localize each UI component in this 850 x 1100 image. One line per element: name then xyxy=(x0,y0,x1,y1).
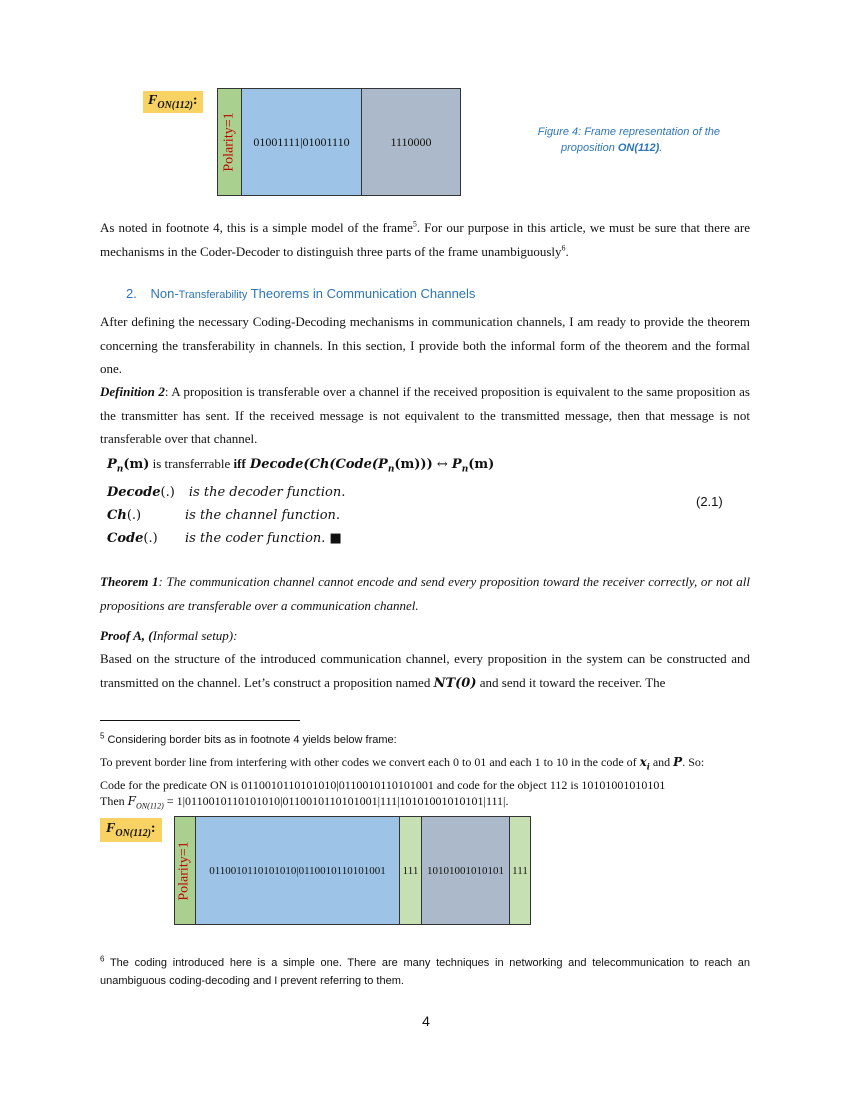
formula-body-end: (m))) xyxy=(394,457,433,472)
caption-line-2 xyxy=(498,140,734,156)
paragraph-proof xyxy=(100,647,750,695)
predicate-code-text: 01001111|01001110 xyxy=(253,134,350,149)
formula-rhs-sub: n xyxy=(461,464,469,475)
border-bits-text-1: 111 xyxy=(402,864,419,877)
def-code-fn: Code xyxy=(107,531,144,546)
page-number: 4 xyxy=(422,1013,430,1029)
predicate-code-cell xyxy=(241,88,362,196)
frame-label-colon: : xyxy=(192,93,198,108)
formula-lhs-sub: n xyxy=(116,464,124,475)
caption-line-2-b: ON(112) xyxy=(617,142,660,154)
footnote-5-line-3: Code for the predicate ON is 0110010110101010|0110010110101001 and code for the object 112 is 10101001010101 xyxy=(100,778,666,792)
footnote-6-text: The coding introduced here is a simple one. There are many techniques in networking and telecommunication to reach an unambiguous coding-decoding and I prevent referring to them. xyxy=(100,957,750,987)
fn5-line4-b: = 1|0110010110101010|0110010110101001|111|10101001010101|111|. xyxy=(163,794,509,808)
figure-caption xyxy=(498,124,734,156)
section-title-b: Transferability xyxy=(178,289,248,301)
def-decode-arg: (.) xyxy=(160,485,175,500)
predicate-code-cell-2 xyxy=(195,816,400,925)
object-code-text-2: 10101001010101 xyxy=(427,864,504,877)
caption-line-1: Figure 4: Frame representation of the xyxy=(537,126,720,138)
equation-number: (2.1) xyxy=(696,494,723,509)
fn5-line2-p: P xyxy=(673,755,683,769)
polarity-cell-2 xyxy=(174,816,196,925)
fn5-line2-xsub: i xyxy=(646,761,650,772)
caption-line-2-c: . xyxy=(659,142,663,154)
section-title-a: Non- xyxy=(150,286,179,301)
theorem-text: : The communication channel cannot encode and send every proposition toward the receiver correctly, or not all propositions are transferable over a communication channel. xyxy=(100,574,750,613)
formula-rhs-arg: (m) xyxy=(468,457,495,472)
frame-label-f: F xyxy=(148,93,158,108)
formula-def-ch xyxy=(107,508,141,523)
footnote-separator xyxy=(100,720,300,721)
footnote-ref-5[interactable]: 5 xyxy=(412,219,417,229)
fn5-line4-a: Then xyxy=(100,794,128,808)
fn5-line2-a: To prevent border line from interfering with other codes we convert each 0 to 01 and each 1 to 10 in the code of xyxy=(100,755,640,769)
formula-def-ch-desc xyxy=(185,508,340,523)
theorem-1 xyxy=(100,570,750,617)
object-code-cell xyxy=(361,88,461,196)
caption-line-2-a: proposition xyxy=(561,142,618,154)
para1-text-b: . For our purpose in this article, we must be sure that there are mechanisms in the Coder-Decoder to distinguish three parts of the frame unambiguously xyxy=(100,220,750,259)
proof-label-b: Informal setup): xyxy=(152,628,238,643)
def-ch-arg: (.) xyxy=(126,508,142,523)
proof-heading xyxy=(100,624,750,648)
def-ch-desc: is the channel function. xyxy=(185,508,341,523)
frame2-label-sub: ON(112) xyxy=(115,827,151,839)
definition-label: Definition 2 xyxy=(100,384,165,399)
def-ch-fn: Ch xyxy=(107,508,127,523)
fn5-line2-x: x xyxy=(639,755,647,769)
frame2-label-f: F xyxy=(106,821,116,836)
para3-nt: NT(0) xyxy=(433,675,477,691)
paragraph-frame-model xyxy=(100,216,750,263)
fn5-line4-fsub: ON(112) xyxy=(135,801,164,811)
border-bits-cell-2 xyxy=(509,816,531,925)
frame-label-2 xyxy=(100,818,162,842)
para1-text-a: As noted in footnote 4, this is a simple model of the frame xyxy=(100,220,413,235)
para3-text-a: Based on the structure of the introduced communication channel, every proposition in the system can be constructed and transmitted on the channel. Let’s construct a proposition named xyxy=(100,651,750,690)
formula-rhs: P xyxy=(451,457,462,472)
footnote-5 xyxy=(100,731,750,749)
polarity-text: Polarity=1 xyxy=(221,112,237,172)
def-decode-fn: Decode xyxy=(107,485,161,500)
formula-lhs-arg: (m) xyxy=(123,457,150,472)
formula-main xyxy=(107,456,494,475)
fn5-line2-end: . So: xyxy=(682,755,705,769)
footnote-6 xyxy=(100,954,750,990)
section-number: 2. xyxy=(126,286,137,301)
definition-text: : A proposition is transferable over a channel if the received proposition is equivalent to the same proposition as the transmitter has sent. If the received message is not equivalent to the transmitted message, then that message is not transferable over that channel. xyxy=(100,384,750,446)
border-bits-text-2: 111 xyxy=(512,864,528,877)
footnote-ref-6[interactable]: 6 xyxy=(561,243,566,253)
fn5-line2-and: and xyxy=(649,755,674,769)
formula-body-sub: n xyxy=(387,464,395,475)
formula-is: is transferrable xyxy=(149,456,234,471)
predicate-code-text-2: 0110010110101010|0110010110101001 xyxy=(209,864,386,877)
frame-label xyxy=(143,91,203,113)
footnote-5-text: Considering border bits as in footnote 4 yields below frame: xyxy=(104,734,397,746)
formula-lhs: P xyxy=(107,457,117,472)
polarity-text-2: Polarity=1 xyxy=(177,840,193,901)
para1-text-c: . xyxy=(565,243,569,259)
definition-2 xyxy=(100,380,750,451)
section-heading xyxy=(126,286,475,301)
footnote-5-mark: 5 xyxy=(100,731,105,741)
formula-body: Decode(Ch(Code(P xyxy=(249,457,388,472)
border-bits-cell-1 xyxy=(399,816,422,925)
object-code-text: 1110000 xyxy=(390,134,432,149)
footnote-5-line-2 xyxy=(100,755,704,771)
formula-def-code-desc xyxy=(185,531,342,546)
fn5-line4-f: F xyxy=(127,794,136,808)
frame-label-sub: ON(112) xyxy=(157,99,193,111)
section-title-c: Theorems in Communication Channels xyxy=(247,286,476,301)
def-code-arg: (.) xyxy=(143,531,158,546)
formula-iff: iff xyxy=(233,456,246,471)
def-decode-desc: is the decoder function. xyxy=(188,485,346,500)
def-code-desc: is the coder function. ■ xyxy=(185,531,342,546)
formula-def-code xyxy=(107,531,158,546)
para3-text-b: and send it toward the receiver. The xyxy=(476,674,666,690)
theorem-label: Theorem 1 xyxy=(100,574,159,589)
formula-arrow: ↔ xyxy=(432,457,452,472)
polarity-cell xyxy=(217,88,242,196)
proof-label: Proof A, ( xyxy=(100,628,153,643)
footnote-6-mark: 6 xyxy=(100,954,105,964)
frame2-label-colon: : xyxy=(150,821,156,836)
footnote-5-line-4 xyxy=(100,794,508,810)
paragraph-intro: After defining the necessary Coding-Decoding mechanisms in communication channels, I am ready to provide the theorem concerning the transferability in channels. In this section, I provide both the informal form of the theorem and the formal one. xyxy=(100,314,750,376)
object-code-cell-2 xyxy=(421,816,510,925)
formula-def-decode xyxy=(107,485,345,500)
